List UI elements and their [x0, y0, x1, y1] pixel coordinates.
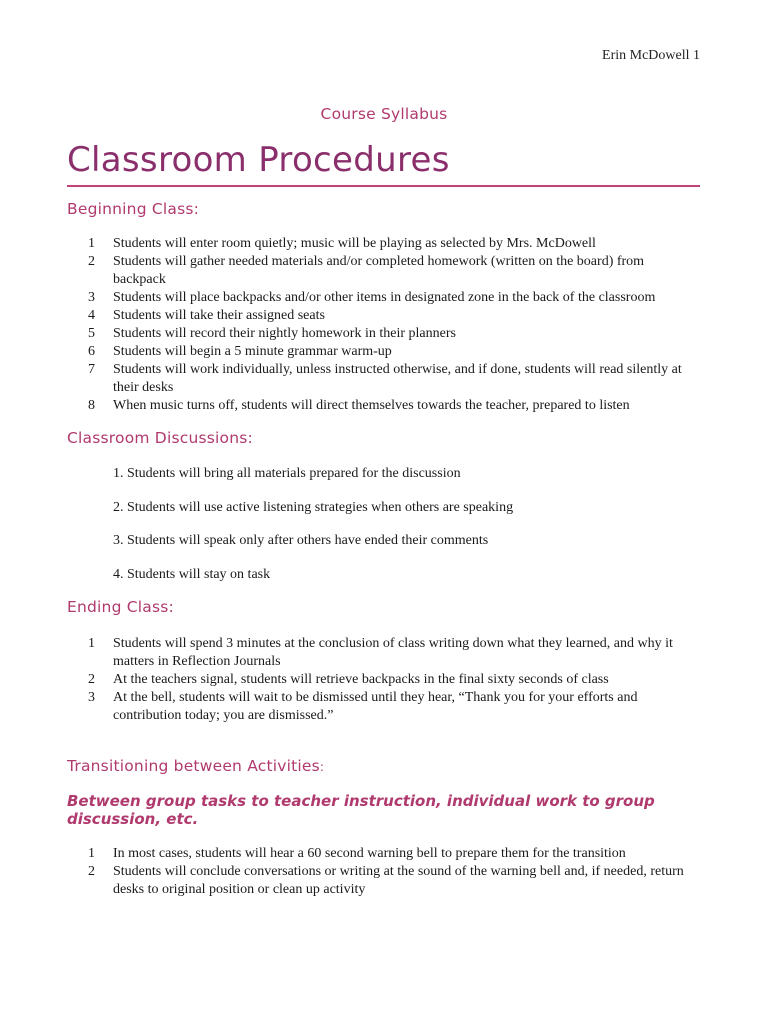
item-text: Students will enter room quietly; music will be playing as selected by Mrs. McDowell: [113, 236, 596, 251]
item-number: 1: [88, 236, 95, 251]
list-item: [88, 235, 700, 253]
list-item: [88, 325, 700, 343]
item-text: When music turns off, students will direct themselves towards the teacher, prepared to listen: [113, 398, 630, 413]
list-item: [88, 253, 700, 289]
item-text: Students will gather needed materials and/or completed homework (written on the board) from backpack: [113, 254, 645, 287]
heading-text: Transitioning between Activities: [67, 757, 320, 775]
transitioning-list: [88, 845, 700, 899]
title-underline: [67, 185, 700, 187]
item-text: Students will work individually, unless instructed otherwise, and if done, students will read silently at their desks: [113, 362, 682, 395]
heading-transitioning: [67, 757, 324, 775]
item-number: 6: [88, 344, 95, 359]
item-number: 3: [88, 690, 95, 705]
item-number: 1: [88, 636, 95, 651]
list-item: [88, 343, 700, 361]
item-text: At the teachers signal, students will retrieve backpacks in the final sixty seconds of class: [113, 672, 609, 687]
document-subtitle: Course Syllabus: [320, 105, 448, 123]
list-item: [88, 289, 700, 307]
item-number: 5: [88, 326, 95, 341]
item-number: 2: [88, 672, 95, 687]
heading-ending-class: Ending Class:: [67, 598, 174, 616]
item-text: Students will conclude conversations or writing at the sound of the warning bell and, if needed, return desks to original position or clean up activity: [113, 864, 684, 897]
page-title: Classroom Procedures: [67, 140, 450, 180]
item-text: At the bell, students will wait to be dismissed until they hear, “Thank you for your efforts and contribution today; you are dismissed.”: [113, 690, 638, 723]
item-text: Students will take their assigned seats: [113, 308, 325, 323]
item-text: Students will begin a 5 minute grammar warm-up: [113, 344, 392, 359]
list-item: [88, 845, 700, 863]
list-item: [88, 635, 700, 671]
heading-classroom-discussions: Classroom Discussions:: [67, 429, 253, 447]
item-text: In most cases, students will hear a 60 second warning bell to prepare them for the transition: [113, 846, 626, 861]
list-item: [88, 307, 700, 325]
item-number: 3: [88, 290, 95, 305]
list-item: [88, 361, 700, 397]
list-item: 4. Students will stay on task: [113, 566, 271, 582]
item-number: 7: [88, 362, 95, 377]
list-item: 2. Students will use active listening strategies when others are speaking: [113, 499, 514, 515]
item-text: Students will spend 3 minutes at the conclusion of class writing down what they learned, and why it matters in Reflection Journals: [113, 636, 673, 669]
list-item: [88, 689, 700, 725]
transitioning-subheading: Between group tasks to teacher instruction, individual work to group discussion, etc.: [67, 792, 655, 828]
item-text: Students will place backpacks and/or other items in designated zone in the back of the classroom: [113, 290, 656, 305]
list-item: 1. Students will bring all materials prepared for the discussion: [113, 466, 461, 481]
item-number: 4: [88, 308, 95, 323]
item-number: 2: [88, 864, 95, 879]
heading-beginning-class: Beginning Class:: [67, 200, 200, 218]
item-number: 2: [88, 254, 95, 269]
classroom-discussions-list: [113, 465, 693, 599]
heading-colon: :: [319, 760, 325, 774]
beginning-class-list: [88, 235, 700, 415]
item-number: 1: [88, 846, 95, 861]
list-item: [88, 863, 700, 899]
running-head: Erin McDowell 1: [602, 48, 700, 63]
list-item: [88, 671, 700, 689]
list-item: 3. Students will speak only after others have ended their comments: [113, 533, 489, 548]
item-text: Students will record their nightly homework in their planners: [113, 326, 456, 341]
item-number: 8: [88, 398, 95, 413]
ending-class-list: [88, 635, 700, 725]
list-item: [88, 397, 700, 415]
